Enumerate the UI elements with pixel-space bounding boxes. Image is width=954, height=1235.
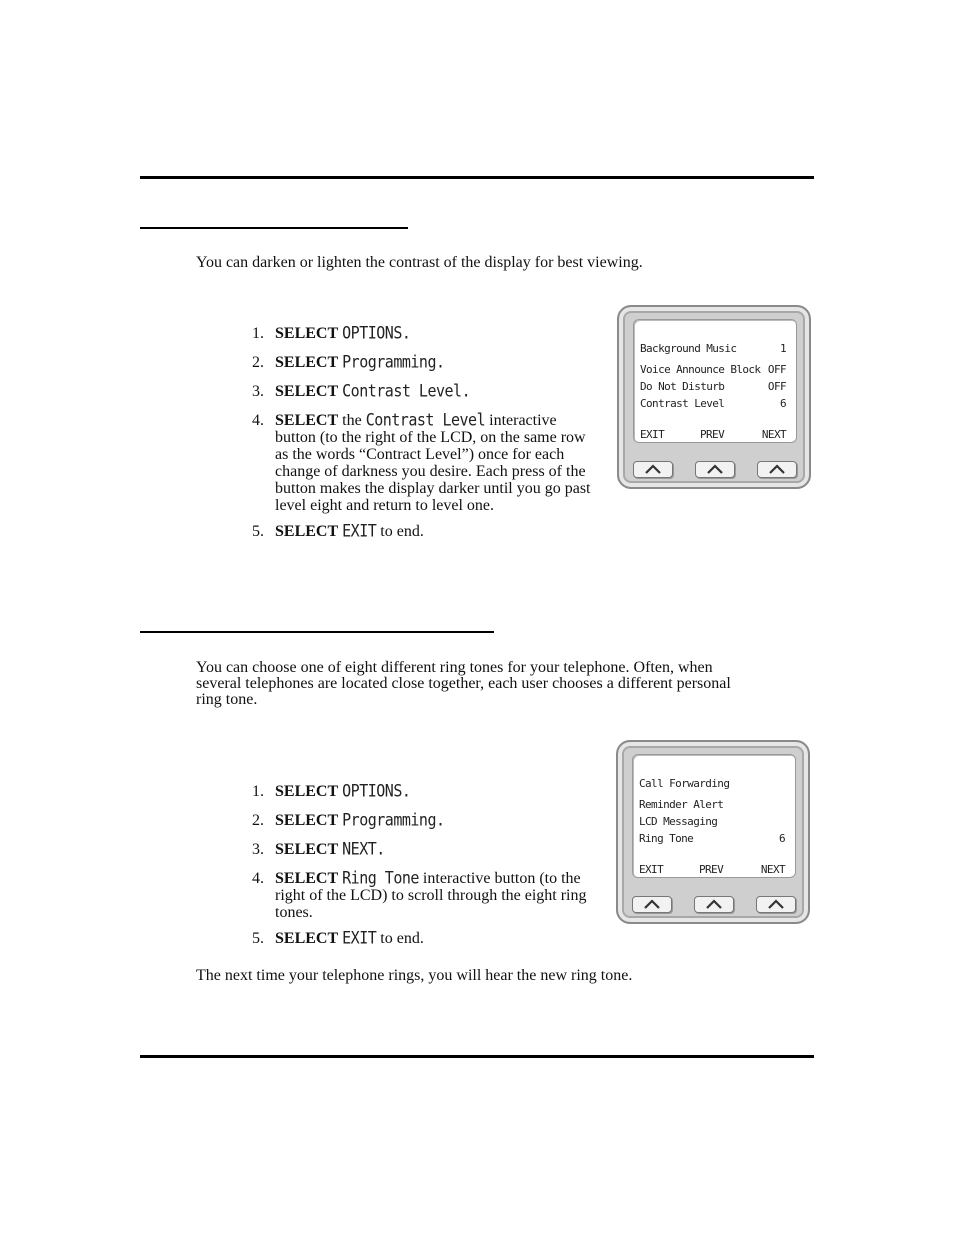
lcd-screen <box>632 754 796 878</box>
softkey-exit-button[interactable] <box>632 896 672 913</box>
step-item: 5. SELECT EXIT to end. <box>252 520 424 542</box>
step-item: 3. SELECT Contrast Level. <box>252 380 471 402</box>
lcd-word: EXIT <box>342 927 377 949</box>
lcd-screen <box>633 319 797 443</box>
lcd-row: Do Not Disturb OFF <box>640 380 786 393</box>
chevron-up-icon <box>767 899 785 909</box>
softkey-next-button[interactable] <box>756 896 796 913</box>
section2-closing: The next time your telephone rings, you will hear the new ring tone. <box>196 967 633 984</box>
section1-heading-rule <box>140 227 408 229</box>
step-item: 4. SELECT the Contrast Level interactive button (to the right of the LCD, on the same row as the words “Contract Level”) once for each change of darkness you desire. Each press of the button makes the display darker until you go past level eight and return to level one. <box>252 409 591 514</box>
step-item: 2. SELECT Programming. <box>252 351 445 373</box>
section2-steps <box>252 780 597 949</box>
section1-steps <box>252 322 600 542</box>
section2-heading-rule <box>140 631 494 633</box>
lcd-row: Call Forwarding <box>639 777 730 790</box>
phone-display-contrast <box>617 305 811 489</box>
softkey-exit-button[interactable] <box>633 461 673 478</box>
lcd-row: Contrast Level 6 <box>640 397 786 410</box>
lcd-word: Contrast Level <box>365 409 486 431</box>
lcd-row: Reminder Alert <box>639 798 724 811</box>
softkey-next-button[interactable] <box>757 461 797 478</box>
softkey-prev-label: PREV <box>700 428 725 441</box>
top-rule <box>140 176 814 179</box>
chevron-up-icon <box>706 464 724 474</box>
step-item: 4. SELECT Ring Tone interactive button (to the right of the LCD) to scroll through the eight ring tones. <box>252 867 587 921</box>
lcd-word: Contrast Level. <box>342 380 471 402</box>
lcd-word: Ring Tone <box>342 867 419 889</box>
step-item: 1. SELECT OPTIONS. <box>252 322 411 344</box>
lcd-word: Programming. <box>342 809 445 831</box>
softkey-exit-label: EXIT <box>640 428 665 441</box>
phone-display-ring-tone <box>616 740 810 924</box>
lcd-word: Programming. <box>342 351 445 373</box>
lcd-row: Voice Announce Block OFF <box>640 363 786 376</box>
lcd-row: Ring Tone 6 <box>639 832 785 845</box>
chevron-up-icon <box>643 899 661 909</box>
lcd-word: OPTIONS. <box>342 322 411 344</box>
softkey-exit-label: EXIT <box>639 863 664 876</box>
lcd-word: NEXT. <box>342 838 385 860</box>
lcd-row: LCD Messaging <box>639 815 718 828</box>
softkey-prev-label: PREV <box>699 863 724 876</box>
step-item: 1. SELECT OPTIONS. <box>252 780 411 802</box>
section1-intro: You can darken or lighten the contrast of the display for best viewing. <box>196 254 643 271</box>
softkey-labels <box>639 863 785 877</box>
softkey-prev-button[interactable] <box>695 461 735 478</box>
lcd-row: Background Music 1 <box>640 342 786 355</box>
step-item: 5. SELECT EXIT to end. <box>252 927 424 949</box>
lcd-word: EXIT <box>342 520 377 542</box>
chevron-up-icon <box>705 899 723 909</box>
softkey-prev-button[interactable] <box>694 896 734 913</box>
chevron-up-icon <box>768 464 786 474</box>
chevron-up-icon <box>644 464 662 474</box>
softkey-next-label: NEXT <box>760 863 785 876</box>
step-item: 3. SELECT NEXT. <box>252 838 385 860</box>
step-item: 2. SELECT Programming. <box>252 809 445 831</box>
softkey-labels <box>640 428 786 442</box>
section2-intro: You can choose one of eight different ring tones for your telephone. Often, when several telephones are located close together, each user chooses a different personal ring tone. <box>196 659 731 708</box>
softkey-next-label: NEXT <box>761 428 786 441</box>
lcd-word: OPTIONS. <box>342 780 411 802</box>
bottom-rule <box>140 1055 814 1058</box>
